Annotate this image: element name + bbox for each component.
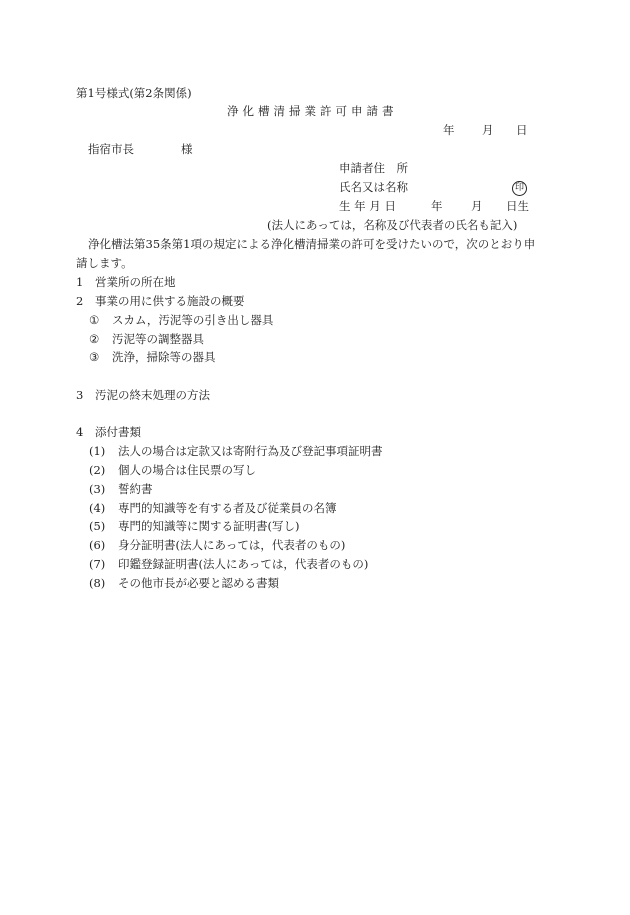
document-title: 浄化槽清掃業許可申請書 <box>227 104 398 118</box>
date-month: 月 <box>482 123 494 137</box>
attachment-item-text: その他市長が必要と認める書類 <box>118 576 279 590</box>
attachment-item-text: 法人の場合は定款又は寄附行為及び登記事項証明書 <box>118 444 383 458</box>
seal-mark <box>512 179 527 196</box>
attachment-item-text: 個人の場合は住民票の写し <box>118 463 256 477</box>
section1-label: 営業所の所在地 <box>95 275 176 289</box>
attachment-item-text: 専門的知識等を有する者及び従業員の名簿 <box>118 501 337 515</box>
facility-item-number: ① <box>89 313 100 327</box>
birth-month: 月 <box>471 199 483 213</box>
attachment-item-number: (2) <box>89 463 106 477</box>
attachment-item-number: (4) <box>89 501 106 515</box>
facility-item-text: 汚泥等の調整器具 <box>112 332 204 346</box>
section4-number: 4 <box>76 425 84 439</box>
applicant-address-label: 申請者住 所 <box>339 161 408 175</box>
applicant-name-label: 氏名又は名称 <box>339 180 408 194</box>
section3-number: 3 <box>76 388 84 402</box>
birth-date-label: 生 年 月 日 <box>339 199 396 213</box>
addressee-honorific: 様 <box>181 142 193 156</box>
birth-day: 日生 <box>506 199 529 213</box>
date-day: 日 <box>516 123 528 137</box>
facility-item-text: 洗浄，掃除等の器具 <box>112 350 216 364</box>
attachment-item-number: (7) <box>89 557 106 571</box>
attachment-item-text: 専門的知識等に関する証明書(写し) <box>118 519 300 533</box>
attachment-item-number: (8) <box>89 576 106 590</box>
body-text-line2: 請します。 <box>76 256 133 270</box>
birth-year: 年 <box>431 199 443 213</box>
section2-label: 事業の用に供する施設の概要 <box>95 294 245 308</box>
body-text-line1: 浄化槽法第35条第1項の規定による浄化槽清掃業の許可を受けたいので，次のとおり申 <box>88 237 536 251</box>
date-year: 年 <box>443 123 455 137</box>
facility-item-number: ③ <box>89 350 100 364</box>
facility-item-number: ② <box>89 332 100 346</box>
attachment-item-number: (3) <box>89 482 106 496</box>
attachment-item-number: (6) <box>89 538 106 552</box>
section4-label: 添付書類 <box>95 425 141 439</box>
corporate-note: (法人にあっては，名称及び代表者の氏名も記入) <box>267 218 518 232</box>
attachment-item-number: (5) <box>89 519 106 533</box>
attachment-item-text: 身分証明書(法人にあっては，代表者のもの) <box>118 538 346 552</box>
attachment-item-number: (1) <box>89 444 106 458</box>
seal-icon: 印 <box>512 181 527 196</box>
attachment-item-text: 誓約書 <box>118 482 153 496</box>
addressee-name: 指宿市長 <box>88 142 134 156</box>
attachment-item-text: 印鑑登録証明書(法人にあっては，代表者のもの) <box>118 557 369 571</box>
section2-number: 2 <box>76 294 84 308</box>
facility-item-text: スカム，汚泥等の引き出し器具 <box>112 313 274 327</box>
section3-label: 汚泥の終末処理の方法 <box>95 388 210 402</box>
section1-number: 1 <box>76 275 84 289</box>
form-label: 第1号様式(第2条関係) <box>76 86 192 100</box>
